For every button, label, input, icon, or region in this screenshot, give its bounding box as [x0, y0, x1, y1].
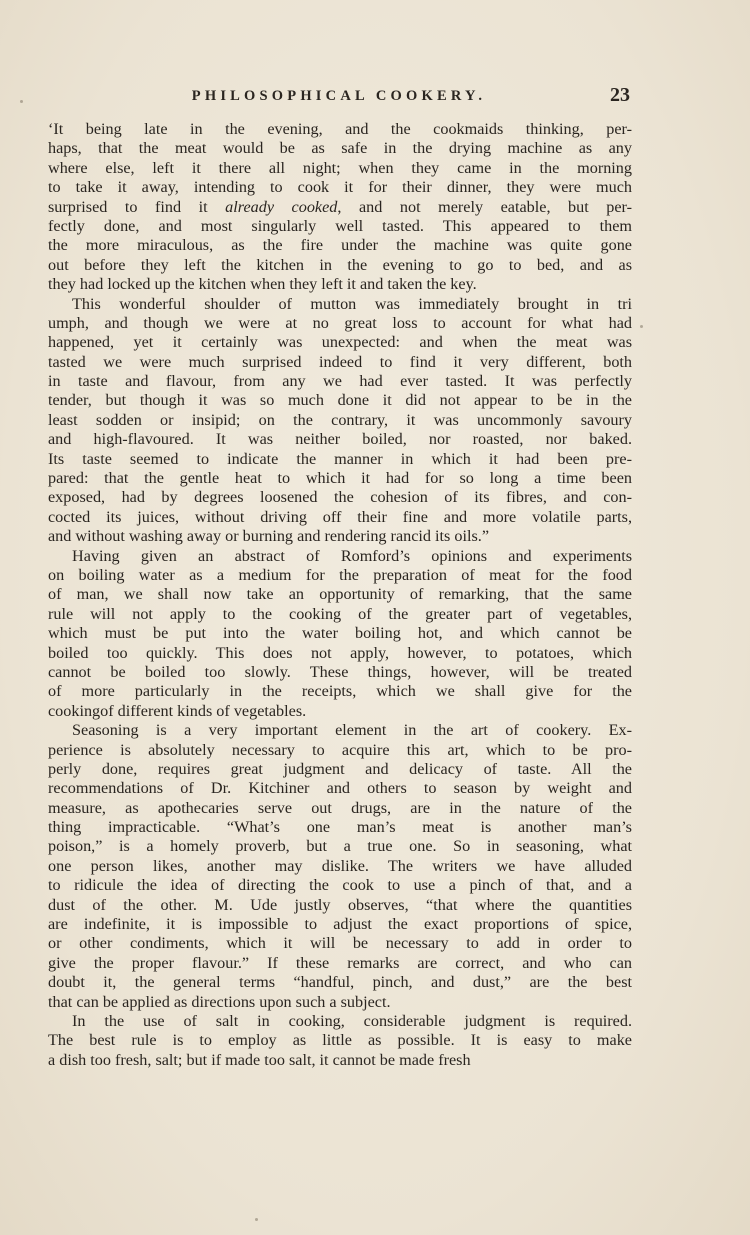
text-line: umph, and though we were at no great loss to account for what had	[48, 313, 632, 332]
text-line: to ridicule the idea of directing the cook to use a pinch of that, and a	[48, 876, 632, 895]
text-line: haps, that the meat would be as safe in the drying machine as any	[48, 139, 632, 158]
text-line: of more particularly in the receipts, which we shall give for the	[48, 682, 632, 701]
paper-speck	[255, 1218, 258, 1221]
text-line: least sodden or insipid; on the contrary, it was uncommonly savoury	[48, 410, 632, 429]
text-line: poison,” is a homely proverb, but a true one. So in seasoning, what	[48, 837, 632, 856]
text-line: the more miraculous, as the fire under the machine was quite gone	[48, 236, 632, 255]
text-line: happened, yet it certainly was unexpected: and when the meat was	[48, 333, 632, 352]
text-line: thing impracticable. “What’s one man’s meat is another man’s	[48, 818, 632, 837]
text-line: rule will not apply to the cooking of the greater part of vegetables,	[48, 604, 632, 623]
text-line: pared: that the gentle heat to which it had for so long a time been	[48, 469, 632, 488]
text-line: which must be put into the water boiling hot, and which cannot be	[48, 624, 632, 643]
text-line: Its taste seemed to indicate the manner in which it had been pre-	[48, 449, 632, 468]
text-line: perly done, requires great judgment and delicacy of taste. All the	[48, 759, 632, 778]
page-header	[48, 84, 630, 114]
text-line: This wonderful shoulder of mutton was immediately brought in tri	[72, 294, 632, 313]
text-line: ‘It being late in the evening, and the cookmaids thinking, per-	[48, 120, 632, 138]
text-line: to take it away, intending to cook it for their dinner, they were much	[48, 178, 632, 197]
text-line: cookingof different kinds of vegetables.	[48, 701, 307, 720]
text-line: tasted we were much surprised indeed to find it very different, both	[48, 352, 632, 371]
text-line: out before they left the kitchen in the evening to go to bed, and as	[48, 255, 632, 274]
text-line: dust of the other. M. Ude justly observes, “that where the quantities	[48, 895, 632, 914]
text-line: Seasoning is a very important element in the art of cookery. Ex-	[72, 721, 632, 740]
text-line: Having given an abstract of Romford’s opinions and experiments	[72, 546, 632, 565]
text-line: measure, as apothecaries serve out drugs, are in the nature of the	[48, 798, 632, 817]
text-line: fectly done, and most singularly well tasted. This appeared to them	[48, 216, 632, 235]
text-line: they had locked up the kitchen when they left it and taken the key.	[48, 275, 477, 294]
text-line: one person likes, another may dislike. The writers we have alluded	[48, 856, 632, 875]
text-line: cocted its juices, without driving off their fine and more volatile parts,	[48, 507, 632, 526]
text-line: tender, but though it was so much done it did not appear to be in the	[48, 391, 632, 410]
text-line: surprised to find it already cooked, and not merely eatable, but per-	[48, 197, 632, 216]
text-line: In the use of salt in cooking, considerable judgment is required.	[72, 1011, 632, 1030]
text-line: are indefinite, it is impossible to adjust the exact proportions of spice,	[48, 915, 632, 934]
paper-speck	[640, 325, 643, 328]
text-line: where else, left it there all night; when they came in the morning	[48, 158, 632, 177]
text-line: boiled too quickly. This does not apply, however, to potatoes, which	[48, 643, 632, 662]
text-line: perience is absolutely necessary to acquire this art, which to be pro-	[48, 740, 632, 759]
italic-emphasis: already cooked	[225, 197, 338, 216]
page-number: 23	[610, 84, 630, 106]
text-line: in taste and flavour, from any we had ever tasted. It was perfectly	[48, 372, 632, 391]
text-line: cannot be boiled too slowly. These things, however, will be treated	[48, 662, 632, 681]
body-text	[48, 120, 632, 1070]
text-line: exposed, had by degrees loosened the cohesion of its fibres, and con-	[48, 488, 632, 507]
text-line: a dish too fresh, salt; but if made too salt, it cannot be made fresh	[48, 1050, 471, 1069]
running-title: PHILOSOPHICAL COOKERY.	[191, 88, 487, 104]
paper-speck	[20, 100, 23, 103]
text-line: give the proper flavour.” If these remarks are correct, and who can	[48, 953, 632, 972]
text-line: and high-flavoured. It was neither boiled, nor roasted, nor baked.	[48, 430, 632, 449]
text-line: doubt it, the general terms “handful, pinch, and dust,” are the best	[48, 973, 632, 992]
text-line: of man, we shall now take an opportunity of remarking, that the same	[48, 585, 632, 604]
text-line: or other condiments, which it will be necessary to add in order to	[48, 934, 632, 953]
text-line: that can be applied as directions upon such a subject.	[48, 992, 391, 1011]
text-line: recommendations of Dr. Kitchiner and others to season by weight and	[48, 779, 632, 798]
text-line: on boiling water as a medium for the preparation of meat for the food	[48, 565, 632, 584]
text-line: The best rule is to employ as little as possible. It is easy to make	[48, 1031, 632, 1050]
text-line: and without washing away or burning and rendering rancid its oils.”	[48, 527, 490, 546]
